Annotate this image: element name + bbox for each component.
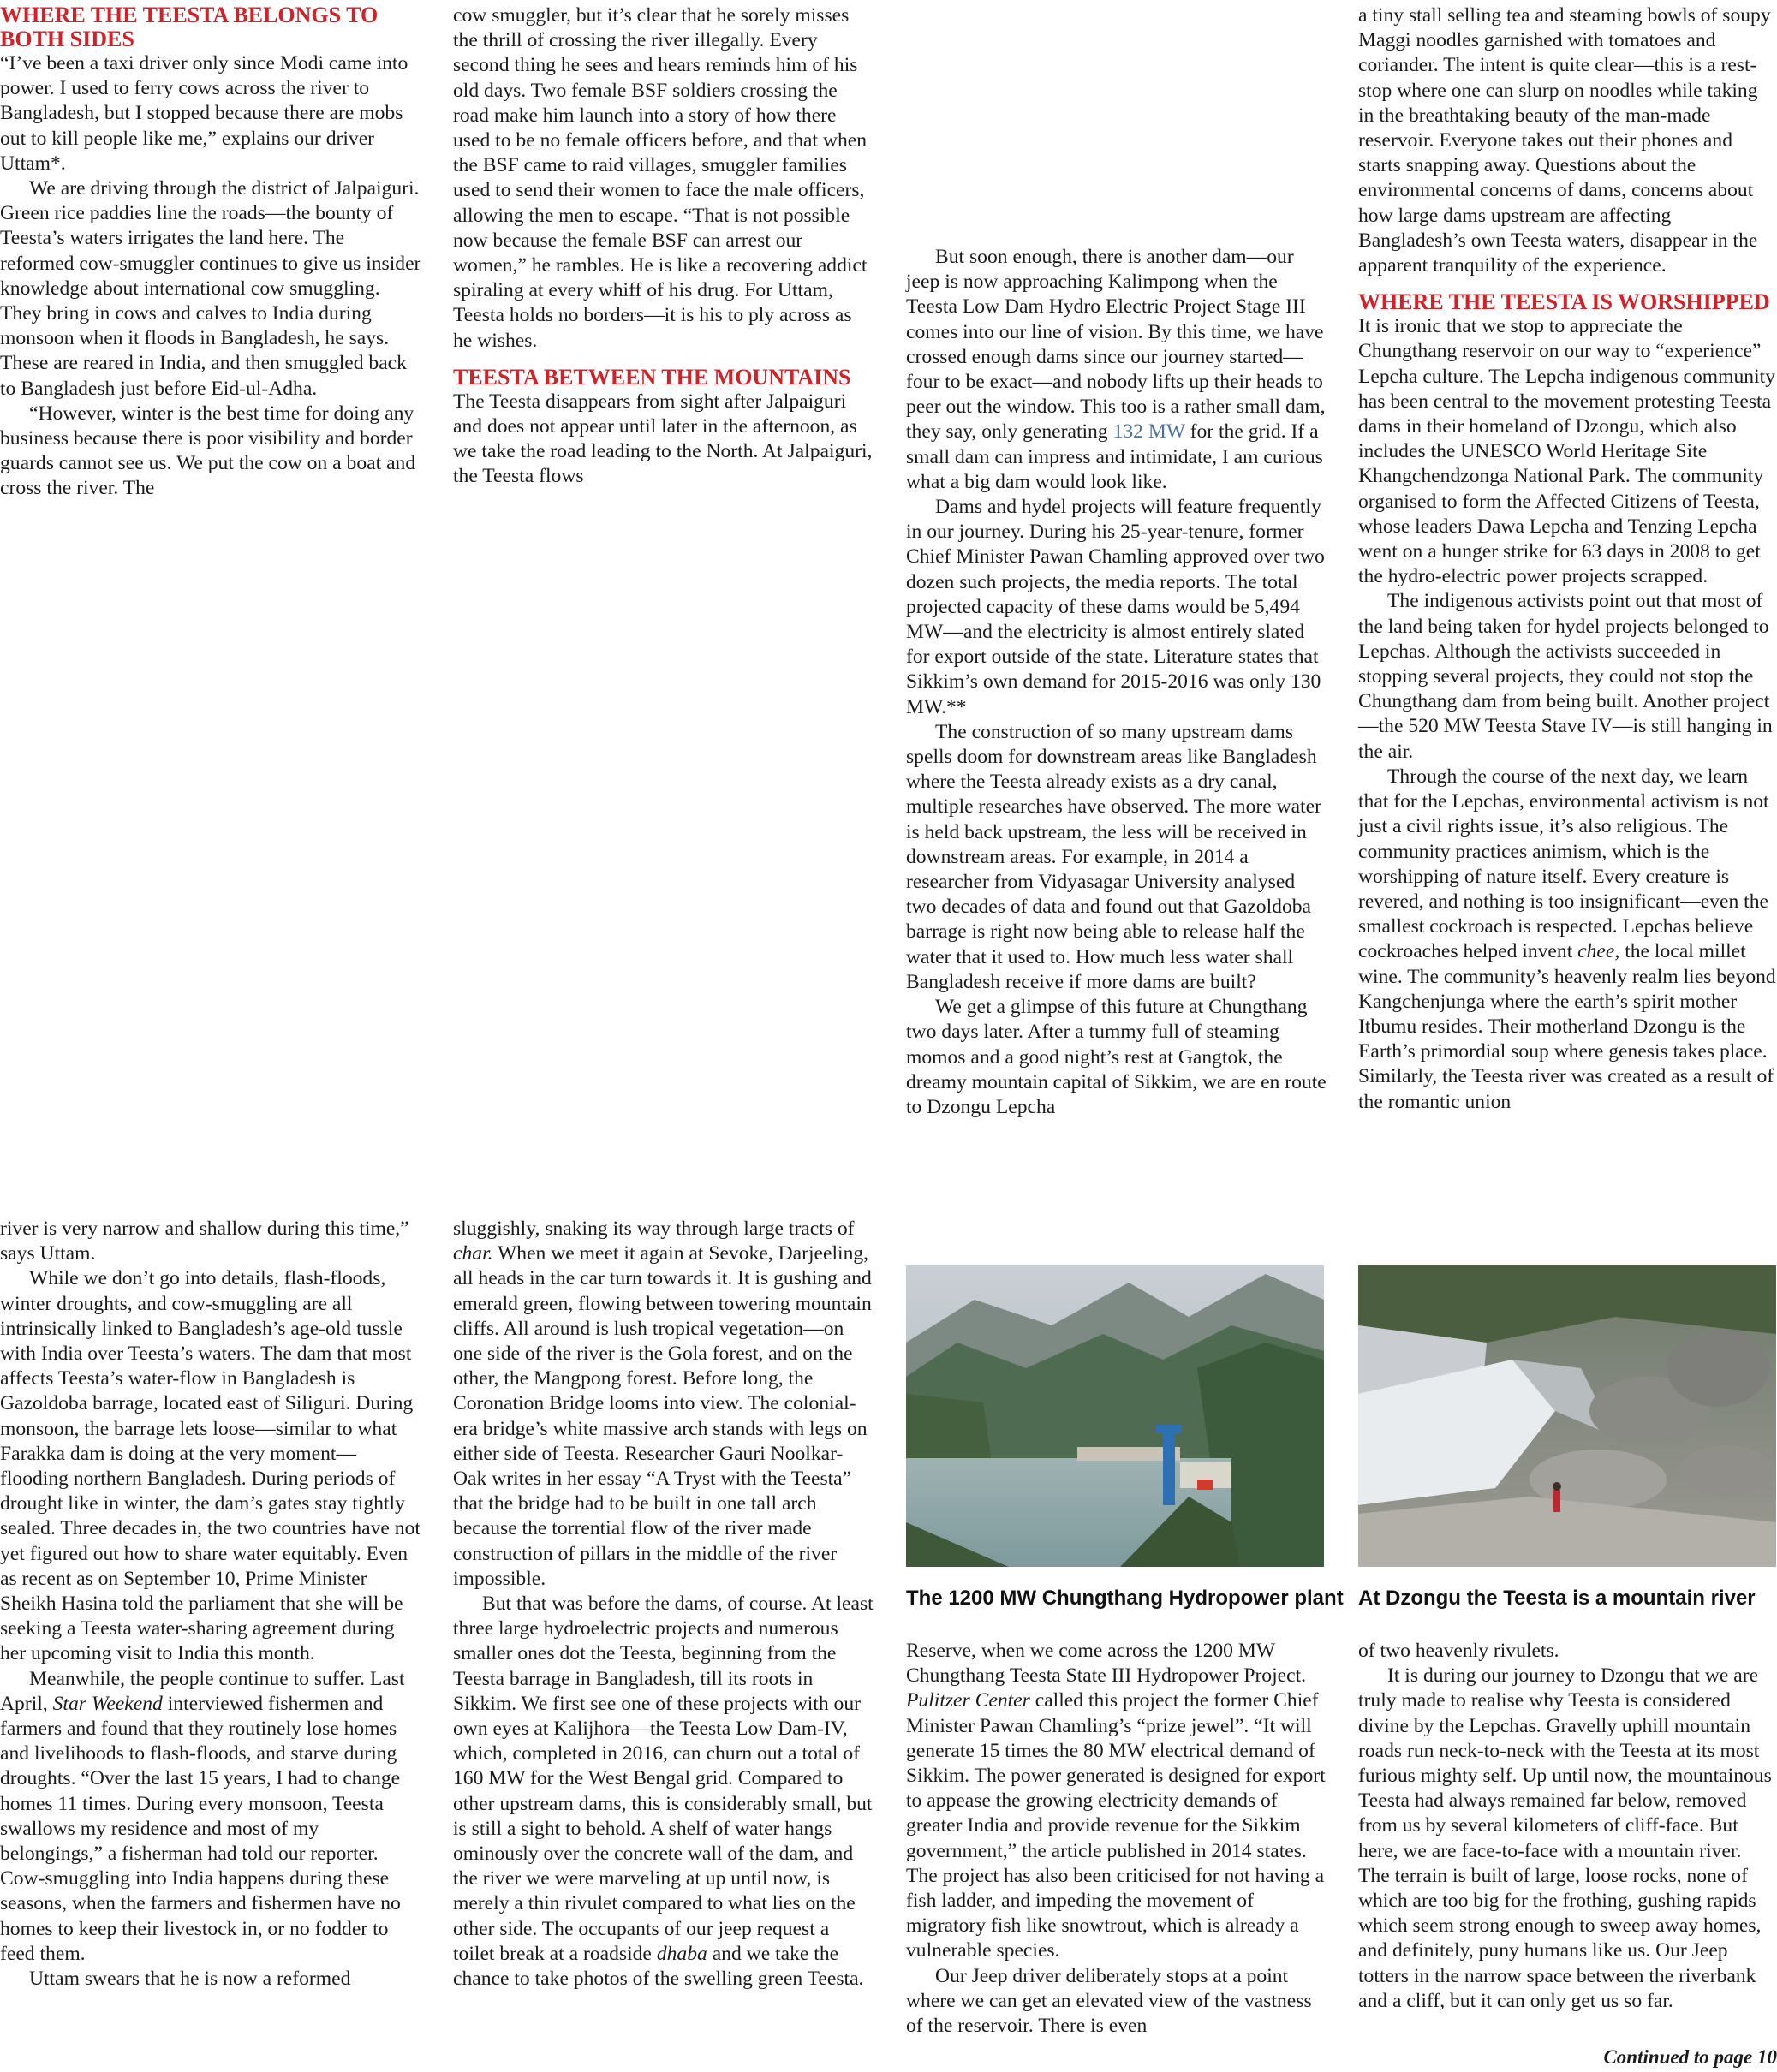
paragraph: Through the course of the next day, we learn that for the Lepchas, environmental activism is not just a civil rights issue, it’s also religious. The community practices animism, which is the worshipping of nature itself. Every creature is revered, and nothing is too insignificant—even the smallest cockroach is respected. Lepchas believe cockroaches helped invent chee, the local millet wine. The community’s heavenly realm lies beyond Kangchenjunga where the earth’s spirit mother Itbumu resides. Their motherland Dzongu is the Earth’s primordial soup where genesis takes place. Similarly, the Teesta river was created as a result of the romantic union	[1358, 765, 1776, 1113]
column-4-bottom	[1358, 1639, 1777, 2014]
column-1-top	[0, 3, 421, 502]
paragraph: “I’ve been a taxi driver only since Modi came into power. I used to ferry cows across the river to Bangladesh, but I stopped because there are mobs out to kill people like me,” explains our driver Uttam*.	[0, 52, 408, 175]
photo-chungthang-dam	[906, 1265, 1324, 1567]
paragraph: While we don’t go into details, flash-floods, winter droughts, and cow-smuggling are all intrinsically linked to Bangladesh’s age-old tussle with India over Teesta’s waters. The dam that most affects Teesta’s water-flow in Bangladesh is Gazoldoba barrage, located east of Siliguri. During monsoon, the barrage lets loose—similar to what Farakka dam is doing at the very moment—flooding northern Bangladesh. During periods of drought like in winter, the dam’s gates stay tightly sealed. Three decades in, the two countries have not yet figured out how to share water equitably. Even as recent as on September 10, Prime Minister Sheikh Hasina told the parliament that she will be seeking a Teesta water-sharing agreement during her upcoming visit to India this month.	[0, 1267, 420, 1665]
paragraph: of two heavenly rivulets.	[1358, 1640, 1559, 1662]
column-1-bottom	[0, 1217, 421, 1992]
heading-teesta-between-mountains: TEESTA BETWEEN THE MOUNTAINS	[453, 364, 851, 390]
paragraph: Our Jeep driver deliberately stops at a point where we can get an elevated view of the vastness of the reservoir. There is even	[906, 1964, 1312, 2038]
paragraph: The Teesta disappears from sight after Jalpaiguri and does not appear until later in the afternoon, as we take the road leading to the North. At Jalpaiguri, the Teesta flows	[453, 390, 873, 488]
photo-dzongu-river	[1358, 1265, 1776, 1567]
paragraph: Meanwhile, the people continue to suffer. Last April, Star Weekend interviewed fishermen and farmers and found that they routinely lose homes and livelihoods to flash-floods, and starve during droughts. “Over the last 15 years, I had to change homes 11 times. During every monsoon, Teesta swallows my residence and most of my belongings,” a fisherman had told our reporter. Cow-smuggling into India happens during these seasons, when the farmers and fishermen have no homes to keep their livestock in, or no fodder to feed them.	[0, 1667, 405, 1965]
caption-dzongu: At Dzongu the Teesta is a mountain river	[1358, 1587, 1756, 1610]
paragraph: sluggishly, snaking its way through large tracts of char. When we meet it again at Sevoke, Darjeeling, all heads in the car turn towards it. It is gushing and emerald green, flowing between towering mountain cliffs. All around is lush tropical vegetation—on one side of the river is the Gola forest, and on the other, the Mangpong forest. Before long, the Coronation Bridge looms into view. The colonial-era bridge’s white massive arch stands with legs on either side of Teesta. Researcher Gauri Noolkar-Oak writes in her essay “A Tryst with the Teesta” that the bridge had to be built in one tall arch because the torrential flow of the river made construction of pillars in the middle of the river impossible.	[453, 1218, 872, 1590]
heading-teesta-worshipped: WHERE THE TEESTA IS WORSHIPPED	[1358, 289, 1770, 315]
paragraph: river is very narrow and shallow during this time,” says Uttam.	[0, 1218, 409, 1265]
caption-chungthang: The 1200 MW Chungthang Hydropower plant	[906, 1587, 1344, 1610]
paragraph: It is during our journey to Dzongu that we are truly made to realise why Teesta is considered divine by the Lepchas. Gravelly uphill mountain roads run neck-to-neck with the Teesta at its most furious mighty self. Up until now, the mountainous Teesta had always remained far below, removed from us by several kilometers of cliff-face. But here, we are face-to-face with a mountain river. The terrain is built of large, loose rocks, none of which are too big for the frothing, gushing rapids which seem strong enough to sweep away homes, and definitely, puny humans like us. Our Jeep totters in the narrow space between the riverbank and a cliff, but it can only get us so far.	[1358, 1664, 1772, 2012]
paragraph: cow smuggler, but it’s clear that he sorely misses the thrill of crossing the river illegally. Every second thing he sees and hears reminds him of his old days. Two female BSF soldiers crossing the road make him launch into a story of how there used to be no female officers before, and that when the BSF came to raid villages, smuggler families used to send their women to face the male officers, allowing the men to escape. “That is not possible now because the female BSF can arrest our women,” he rambles. He is like a recovering addict spiraling at every whiff of his drug. For Uttam, Teesta holds no borders—it is his to ply across as he wishes.	[453, 4, 868, 352]
column-3-top	[906, 245, 1327, 1120]
highlight-132mw: 132 MW	[1112, 420, 1185, 444]
paragraph: It is ironic that we stop to appreciate the Chungthang reservoir on our way to “experience” Lepcha culture. The Lepcha indigenous community has been central to the movement protesting Teesta dams in their homeland of Dzongu, which also includes the UNESCO World Heritage Site Khangchendzonga National Park. The community organised to form the Affected Citizens of Teesta, whose leaders Dawa Lepcha and Tenzing Lepcha went on a hunger strike for 63 days in 2008 to get the hydro-electric power projects scrapped.	[1358, 315, 1776, 588]
column-2-bottom	[453, 1217, 874, 1992]
paragraph: We are driving through the district of Jalpaiguri. Green rice paddies line the roads—the bounty of Teesta’s waters irrigates the land here. The reformed cow-smuggler continues to give us insider knowledge about international cow smuggling. They bring in cows and calves to India during monsoon when it floods in Bangladesh, he says. These are reared in India, and then smuggled back to Bangladesh just before Eid-ul-Adha.	[0, 177, 421, 400]
paragraph: “However, winter is the best time for doing any business because there is poor visibility and border guards cannot see us. We put the cow on a boat and cross the river. The	[0, 402, 416, 500]
paragraph: Dams and hydel projects will feature frequently in our journey. During his 25-year-tenure, former Chief Minister Pawan Chamling approved over two dozen such projects, the media reports. The total projected capacity of these dams would be 5,494 MW—and the electricity is almost entirely slated for export outside of the state. Literature states that Sikkim’s own demand for 2015-2016 was only 130 MW.**	[906, 496, 1325, 718]
heading-teesta-both-sides: WHERE THE TEESTA BELONGS TO BOTH SIDES	[0, 3, 379, 51]
paragraph: Reserve, when we come across the 1200 MW Chungthang Teesta State III Hydropower Project. Pulitzer Center called this project the former Chief Minister Pawan Chamling’s “prize jewel”. “It will generate 15 times the 80 MW electrical demand of Sikkim. The power generated is designed for export to appease the growing electricity demands of greater India and provide revenue for the Sikkim government,” the article published in 2014 states. The project has also been criticised for not having a fish ladder, and impeding the movement of migratory fish like snowtrout, which is already a vulnerable species.	[906, 1640, 1326, 1962]
paragraph: We get a glimpse of this future at Chungthang two days later. After a tummy full of steaming momos and a good night’s rest at Gangtok, the dreamy mountain capital of Sikkim, we are en route to Dzongu Lepcha	[906, 996, 1327, 1118]
paragraph: The indigenous activists point out that most of the land being taken for hydel projects belonged to Lepchas. Although the activists succeeded in stopping several projects, they could not stop the Chungthang dam from being built. Another project—the 520 MW Teesta Stave IV—is still hanging in the air.	[1358, 590, 1773, 763]
continued-note: Continued to page 10	[1603, 2046, 1777, 2068]
column-3-bottom	[906, 1639, 1327, 2039]
column-4-top	[1358, 3, 1777, 1115]
paragraph: But soon enough, there is another dam—our jeep is now approaching Kalimpong when the Teesta Low Dam Hydro Electric Project Stage III comes into our line of vision. By this time, we have crossed enough dams since our journey started—four to be exact—and nobody lifts up their heads to peer out the window. This too is a rather small dam, they say, only generating 132 MW for the grid. If a small dam can impress and intimidate, I am curious what a big dam would look like.	[906, 246, 1326, 493]
paragraph: a tiny stall selling tea and steaming bowls of soupy Maggi noodles garnished with tomatoes and coriander. The intent is quite clear—this is a rest-stop where one can slurp on noodles while taking in the breathtaking beauty of the man-made reservoir. Everyone takes out their phones and starts snapping away. Questions about the environmental concerns of dams, concerns about how large dams upstream are affecting Bangladesh’s own Teesta waters, disappear in the apparent tranquility of the experience.	[1358, 4, 1771, 277]
column-2-top	[453, 3, 874, 490]
paragraph: Uttam swears that he is now a reformed	[29, 1968, 351, 1991]
paragraph: But that was before the dams, of course. At least three large hydroelectric projects and numerous smaller ones dot the Teesta, beginning from the Teesta barrage in Bangladesh, till its roots in Sikkim. We first see one of these projects with our own eyes at Kalijhora—the Teesta Low Dam-IV, which, completed in 2016, can churn out a total of 160 MW for the West Bengal grid. Compared to other upstream dams, this is considerably small, but is still a sight to behold. A shelf of water hangs ominously over the concrete wall of the dam, and the river we were marveling at up until now, is merely a thin rivulet compared to what lies on the other side. The occupants of our jeep request a toilet break at a roadside dhaba and we take the chance to take photos of the swelling green Teesta.	[453, 1593, 874, 1991]
paragraph: The construction of so many upstream dams spells doom for downstream areas like Bangladesh where the Teesta already exists as a dry canal, multiple researches have observed. The more water is held back upstream, the less will be received in downstream areas. For example, in 2014 a researcher from Vidyasagar University analysed two decades of data and found out that Gazoldoba barrage is right now being able to release half the water that it used to. How much less water shall Bangladesh receive if more dams are built?	[906, 720, 1321, 993]
